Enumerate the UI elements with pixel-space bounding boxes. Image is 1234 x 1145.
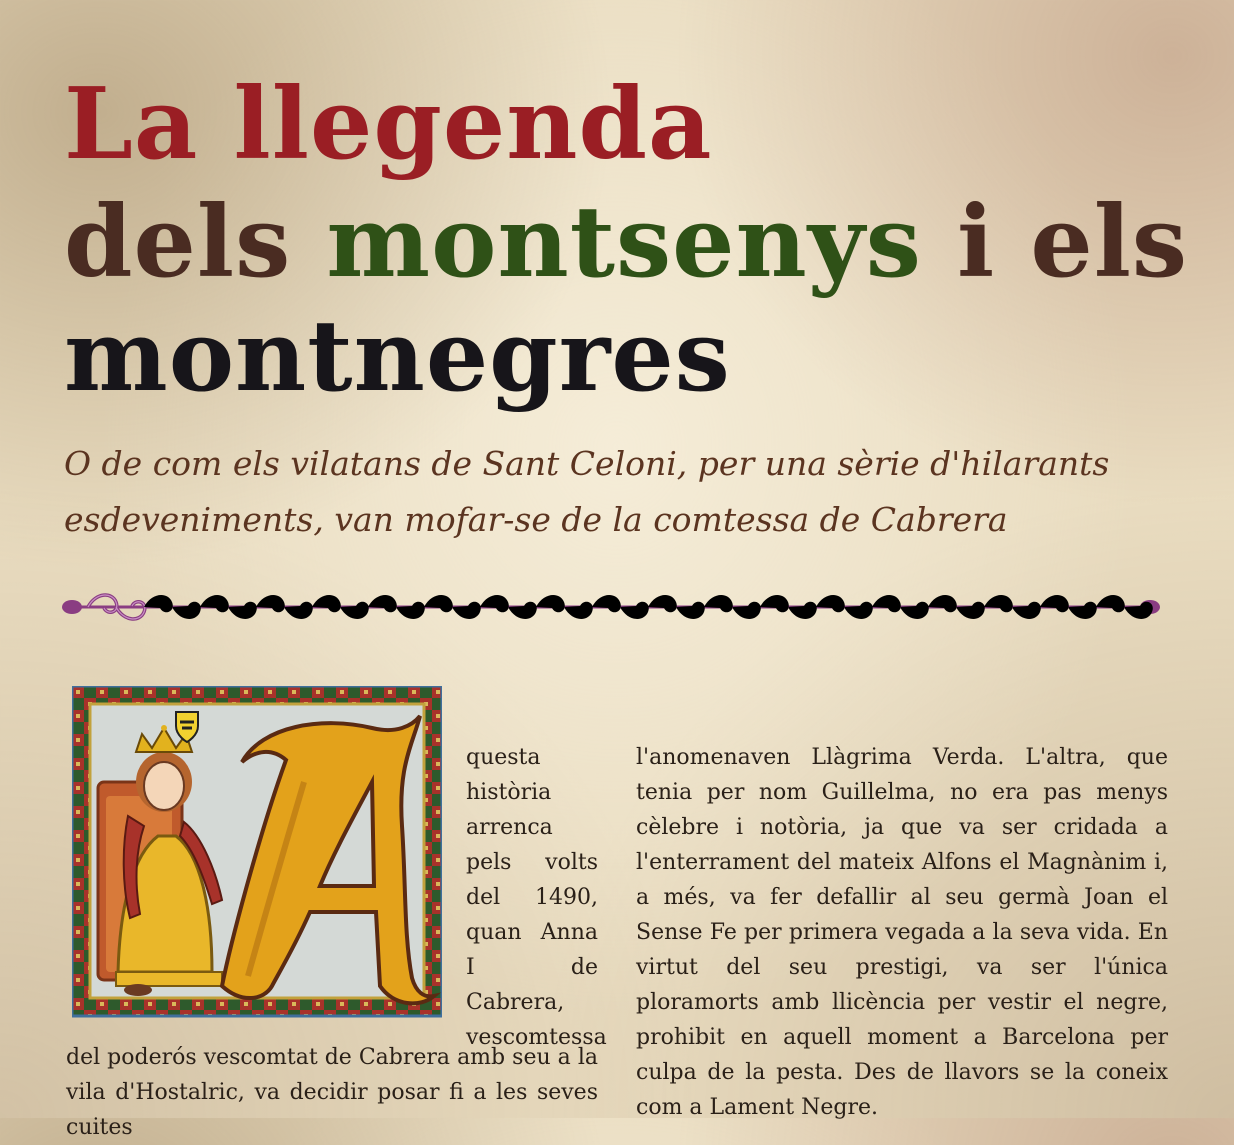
body-text-left: del poderós vescomtat de Cabrera amb seu a la vila d'Hostalric, va decidir posar fi a les seves cuites: [66, 1045, 598, 1140]
title-line-2-part-1: dels: [64, 185, 327, 300]
title-line-2: [64, 185, 1189, 300]
subtitle: O de com els vilatans de Sant Celoni, per una sèrie d'hilarants esdeveniments, van mofar-se de la comtessa de Cabrera: [64, 444, 1110, 539]
illuminated-initial-queen: [72, 686, 442, 1024]
body-column-left: [66, 1040, 598, 1145]
title-line-3: montnegres: [64, 299, 731, 414]
title-line-2-highlight: montsenys: [326, 185, 922, 300]
body-column-narrow: [466, 740, 607, 1055]
body-column-right: [636, 740, 1168, 1125]
body-text-right: l'anomenaven Llàgrima Verda. L'altra, que tenia per nom Guillelma, no era pas menys cèlebre i notòria, ja que va ser cridada a l'enterrament del mateix Alfons el Magnànim i, a més, va fer defallir al seu germà Joan el Sense Fe per primera vegada a la seva vida. En virtut del seu prestigi, va ser l'única ploramorts amb llicència per vestir el negre, prohibit en aquell moment a Barcelona per culpa de la pesta. Des de llavors se la coneix com a Lament Negre.: [636, 745, 1168, 1120]
title-line-2-part-3: i els: [921, 185, 1189, 300]
body-text-narrow: questa història arrenca pels volts del 1490, quan Anna I de Cabrera, vescomtessa: [466, 745, 607, 1050]
title-line-1: La llegenda: [64, 67, 713, 182]
ornamental-divider-icon: [58, 588, 1164, 626]
